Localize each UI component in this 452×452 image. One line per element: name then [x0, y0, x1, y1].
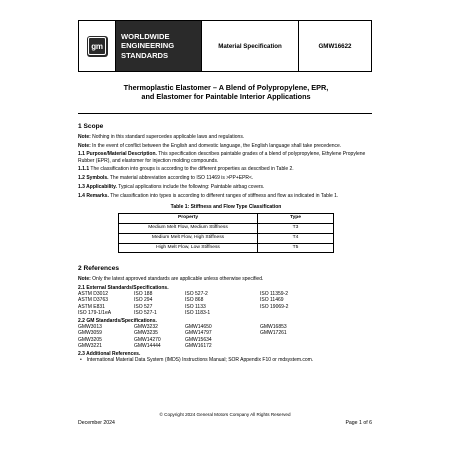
standard-ref: ISO 1183-1 [185, 309, 211, 316]
section-heading: 1 Scope [78, 123, 104, 130]
header-cell-property: Property [119, 214, 258, 224]
table-cell: Medium Melt Flow, Medium Stiffness [119, 223, 258, 233]
copyright-text: © Copyright 2024 General Motors Company All Rights Reserved [159, 412, 291, 417]
note-label: Note: [78, 142, 91, 149]
remarks-paragraph [78, 193, 374, 199]
org-line: WORLDWIDE [121, 31, 170, 41]
table-cell: T5 [258, 243, 334, 253]
para-text: Typical applications include the following: Paintable airbag covers. [116, 183, 265, 190]
title-divider [78, 113, 372, 114]
standard-ref: ISO 868 [185, 297, 204, 304]
table-cell: T3 [258, 223, 334, 233]
para-text: The material abbreviation according to ISO 11469 is >PP+EPR<. [108, 175, 254, 182]
table-row [119, 233, 334, 243]
standard-ref: ISO 1133 [185, 303, 206, 310]
subsection-heading: 2.3 Additional References. [78, 351, 141, 357]
standard-ref: GMW17261 [260, 330, 287, 337]
external-standards-list [78, 291, 374, 316]
standard-ref: GMW3205 [78, 336, 102, 343]
standard-ref [260, 310, 330, 316]
table-cell: Medium Melt Flow, High Stiffness [119, 233, 258, 243]
doc-type: Material Specification [202, 21, 299, 71]
gm-logo [87, 36, 108, 57]
para-label: 1.2 Symbols. [78, 175, 109, 182]
header-cell-type: Type [258, 214, 334, 224]
standard-ref: ISO 179-1/1eA [78, 309, 112, 316]
standard-ref: GMW16172 [185, 342, 212, 349]
para-text: The classification into types is according to different ranges of stiffness and flow as indicated in Table 1. [108, 192, 339, 199]
standard-ref: ISO 294 [134, 297, 153, 304]
para-text: The classification into groups is according to the different properties as described in Table 2. [89, 166, 294, 173]
table-row [119, 243, 334, 253]
standard-ref: ASTM D3763 [78, 297, 109, 304]
document-header [78, 20, 372, 72]
standard-ref: GMW14650 [185, 324, 212, 331]
footer-date: December 2024 [78, 420, 115, 426]
note-paragraph [78, 134, 374, 140]
document-body [78, 123, 374, 363]
classification-table [118, 213, 334, 253]
table-header-row [119, 214, 334, 224]
section-heading: 2 References [78, 265, 120, 273]
logo-cell [79, 21, 116, 71]
table-caption: Table 1: Stiffness and Flow Type Classification [170, 203, 282, 210]
reference-text: International Material Data System (IMDS) Instructions Manual; SOR Appendix F10 or mdsystem.com. [86, 357, 314, 364]
para-text: This specification describes paintable grades of a blend of polypropylene, Ethylene Propylene Rubber (EPR), and elastomer for injection molding compounds. [78, 151, 366, 164]
org-name-block [116, 21, 202, 71]
standard-ref: GMW3059 [78, 330, 102, 337]
additional-reference-item [78, 357, 374, 363]
gm-logo-text: gm [88, 37, 106, 55]
gm-standards-list [78, 324, 374, 349]
standard-ref: ISO 527-2 [185, 291, 208, 298]
standard-ref: GMW15634 [185, 336, 212, 343]
title-line: and Elastomer for Paintable Interior Applications [141, 92, 311, 101]
standard-ref: GMW3235 [134, 330, 158, 337]
title-line: Thermoplastic Elastomer – A Blend of Polypropylene, EPR, [123, 83, 329, 92]
symbols-paragraph [78, 175, 374, 181]
standard-ref: GMW14797 [185, 330, 212, 337]
table-cell: T4 [258, 233, 334, 243]
para-label: 1.1 Purpose/Material Description. [78, 151, 157, 158]
note-text: In the event of conflict between the English and domestic language, the English language shall take precedence. [90, 142, 342, 149]
bullet-icon: • [80, 357, 82, 364]
note-label: Note: [78, 133, 91, 140]
purpose-paragraph [78, 151, 374, 163]
page-number: Page 1 of 6 [345, 420, 372, 426]
applicability-paragraph [78, 184, 374, 190]
note-text: Nothing in this standard supercedes applicable laws and regulations. [90, 133, 245, 140]
note-paragraph [78, 143, 374, 149]
subsection-heading: 2.2 GM Standards/Specifications. [78, 317, 157, 324]
note-label: Note: [78, 276, 91, 283]
para-label: 1.4 Remarks. [78, 192, 109, 199]
standard-ref: ISO 188 [134, 291, 153, 298]
standard-ref: ISO 527-1 [134, 309, 157, 316]
standard-ref: GMW3221 [78, 342, 102, 349]
standard-ref: ISO 19069-2 [260, 303, 289, 310]
org-line: STANDARDS [121, 50, 169, 60]
standard-ref: ASTM E831 [78, 303, 105, 310]
note-paragraph [78, 276, 374, 282]
document-title [60, 83, 392, 101]
org-line: ENGINEERING [121, 41, 175, 51]
standard-ref: GMW3232 [134, 324, 158, 331]
doc-number: GMW16622 [318, 42, 352, 50]
page-footer [78, 412, 372, 426]
standard-ref [260, 343, 330, 349]
note-text: Only the latest approved standards are applicable unless otherwise specified. [90, 276, 264, 283]
standard-ref: GMW16853 [260, 324, 287, 331]
subsection-heading: 2.1 External Standards/Specifications. [78, 284, 169, 291]
standard-ref: ISO 11469 [260, 297, 284, 304]
standard-ref: GMW3013 [78, 324, 102, 331]
standard-ref: ASTM D3012 [78, 291, 109, 298]
table-cell: High Melt Flow, Low Stiffness [119, 243, 258, 253]
standard-ref: GMW14444 [134, 342, 161, 349]
para-label: 1.1.1 [78, 166, 90, 173]
classification-paragraph [78, 166, 374, 172]
standard-ref: ISO 527 [134, 303, 153, 310]
footer-row [78, 420, 372, 426]
para-label: 1.3 Applicability. [78, 183, 117, 190]
standard-ref: ISO 11359-2 [260, 291, 288, 298]
standard-ref: GMW14270 [134, 336, 161, 343]
table-row [119, 223, 334, 233]
